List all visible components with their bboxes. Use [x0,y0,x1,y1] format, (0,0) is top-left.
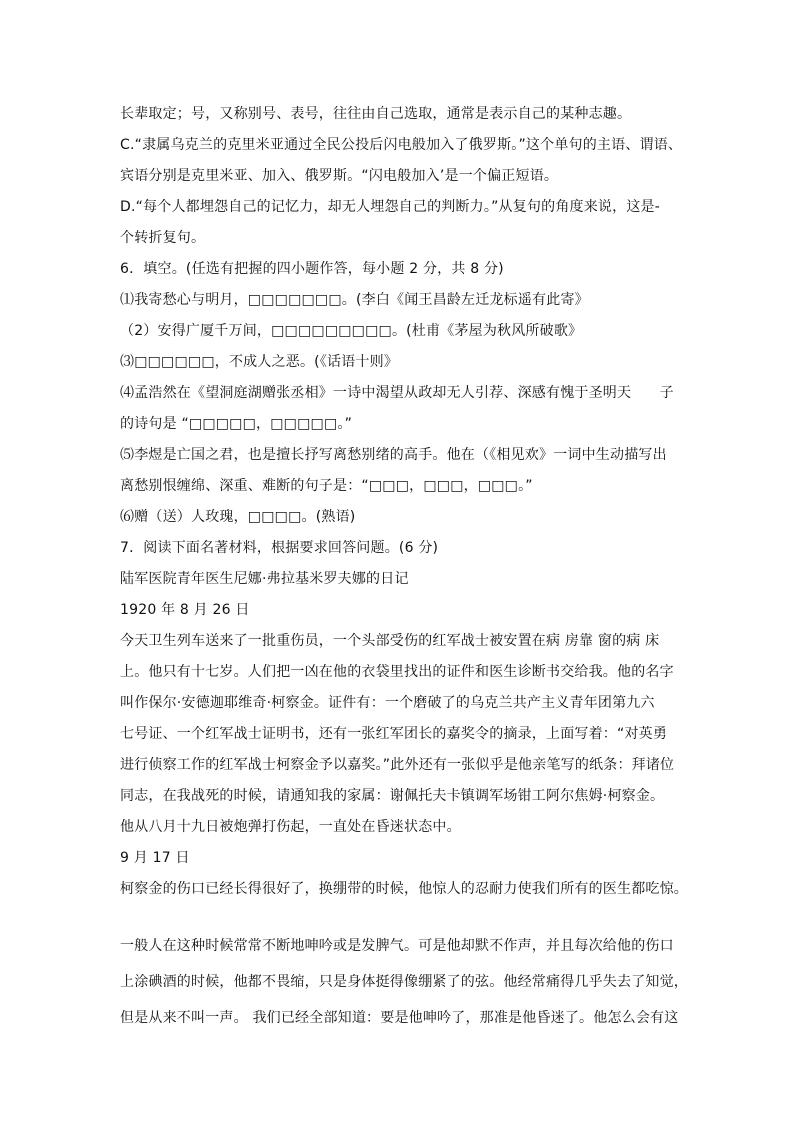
text-line: 上涂碘酒的时候，他都不畏缩，只是身体挺得像绷紧了的弦。他经常痛得几乎失去了知觉， [120,974,688,990]
text-line: 他从八月十九日被炮弹打伤起，一直处在昏迷状态中。 [120,819,461,835]
text-line: 但是从来不叫一声。 我们已经全部知道：要是他呻吟了，那准是他昏迷了。他怎么会有这 [120,1010,679,1026]
text-line: （2）安得广厦千万间，□□□□□□□□□。(杜甫《茅屋为秋风所破歌》 [120,323,583,339]
text-line: 柯察金的伤口已经长得很好了，换绷带的时候，他惊人的忍耐力使我们所有的医生都吃惊。 [120,881,688,897]
text-line: 一般人在这种时候常常不断地呻吟或是发脾气。可是他却默不作声，并且每次给他的伤口 [120,938,674,954]
text-line: 叫作保尔·安德迦耶维奇·柯察金。证件有：一个磨破了的乌克兰共产主义青年团第九六 [120,695,655,711]
text-line: 长辈取定；号，又称别号、表号，往往由自己选取，通常是表示自己的某种志趣。 [120,106,632,122]
text-line: D.“每个人都埋怨自己的记忆力，却无人埋怨自己的判断力。”从复句的角度来说，这是- [120,199,660,215]
diary-date: 1920 年 8 月 26 日 [120,602,250,618]
diary-title: 陆军医院青年医生尼娜·弗拉基米罗夫娜的日记 [120,571,409,587]
text-line: 上。他只有十七岁。人们把一凶在他的衣袋里找出的证件和医生诊断书交给我。他的名字 [120,664,674,680]
text-line: 个转折复句。 [120,230,206,246]
text-line: ⑹赠（送）人玫瑰，□□□□。(熟语) [120,509,356,525]
text-line: 的诗句是 “□□□□□，□□□□□。” [120,416,353,432]
text-line: ⑶□□□□□□，不成人之恶。(《话语十则》 [120,354,399,370]
diary-date: 9 月 17 日 [120,850,190,866]
text-line: 今天卫生列车送来了一批重伤员，一个头部受伤的红军战士被安置在病 房靠 窗的病 床 [120,633,660,649]
text-line: 七号证、一个红军战士证明书，还有一张红军团长的嘉奖令的摘录，上面写着：“对英勇 [120,726,668,742]
text-line: 同志，在我战死的时候，请通知我的家属：谢佩托夫卡镇调军场钳工阿尔焦姆·柯察金。 [120,788,665,804]
text-line: 宾语分别是克里米亚、加入、俄罗斯。“闪电般加入’是一个偏正短语。 [120,168,559,184]
text-line: C.“隶属乌克兰的克里米亚通过全民公投后闪电般加入了俄罗斯。”这个单句的主语、谓语、 [120,137,683,153]
question-heading: 7．阅读下面名著材料，根据要求回答问题。(6 分) [120,540,439,556]
text-line: 离愁别恨缠绵、深重、难断的句子是：“□□□，□□□，□□□。” [120,478,533,494]
question-heading: 6．填空。(任选有把握的四小题作答，每小题 2 分，共 8 分) [120,261,504,277]
text-line: 进行侦察工作的红军战士柯察金予以嘉奖。”此外还有一张似乎是他亲笔写的纸条：拜诸位 [120,757,675,773]
text-line: ⑷孟浩然在《望洞庭湖赠张丞相》一诗中渴望从政却无人引荐、深感有愧于圣明天 子 [120,385,674,401]
text-line: ⑸李煜是亡国之君，也是擅长抒写离愁别绪的高手。他在（《相见欢》一词中生动描写出 [120,447,667,463]
text-line: ⑴我寄愁心与明月，□□□□□□□。(李白《闻王昌龄左迁龙标遥有此寄》 [120,292,589,308]
